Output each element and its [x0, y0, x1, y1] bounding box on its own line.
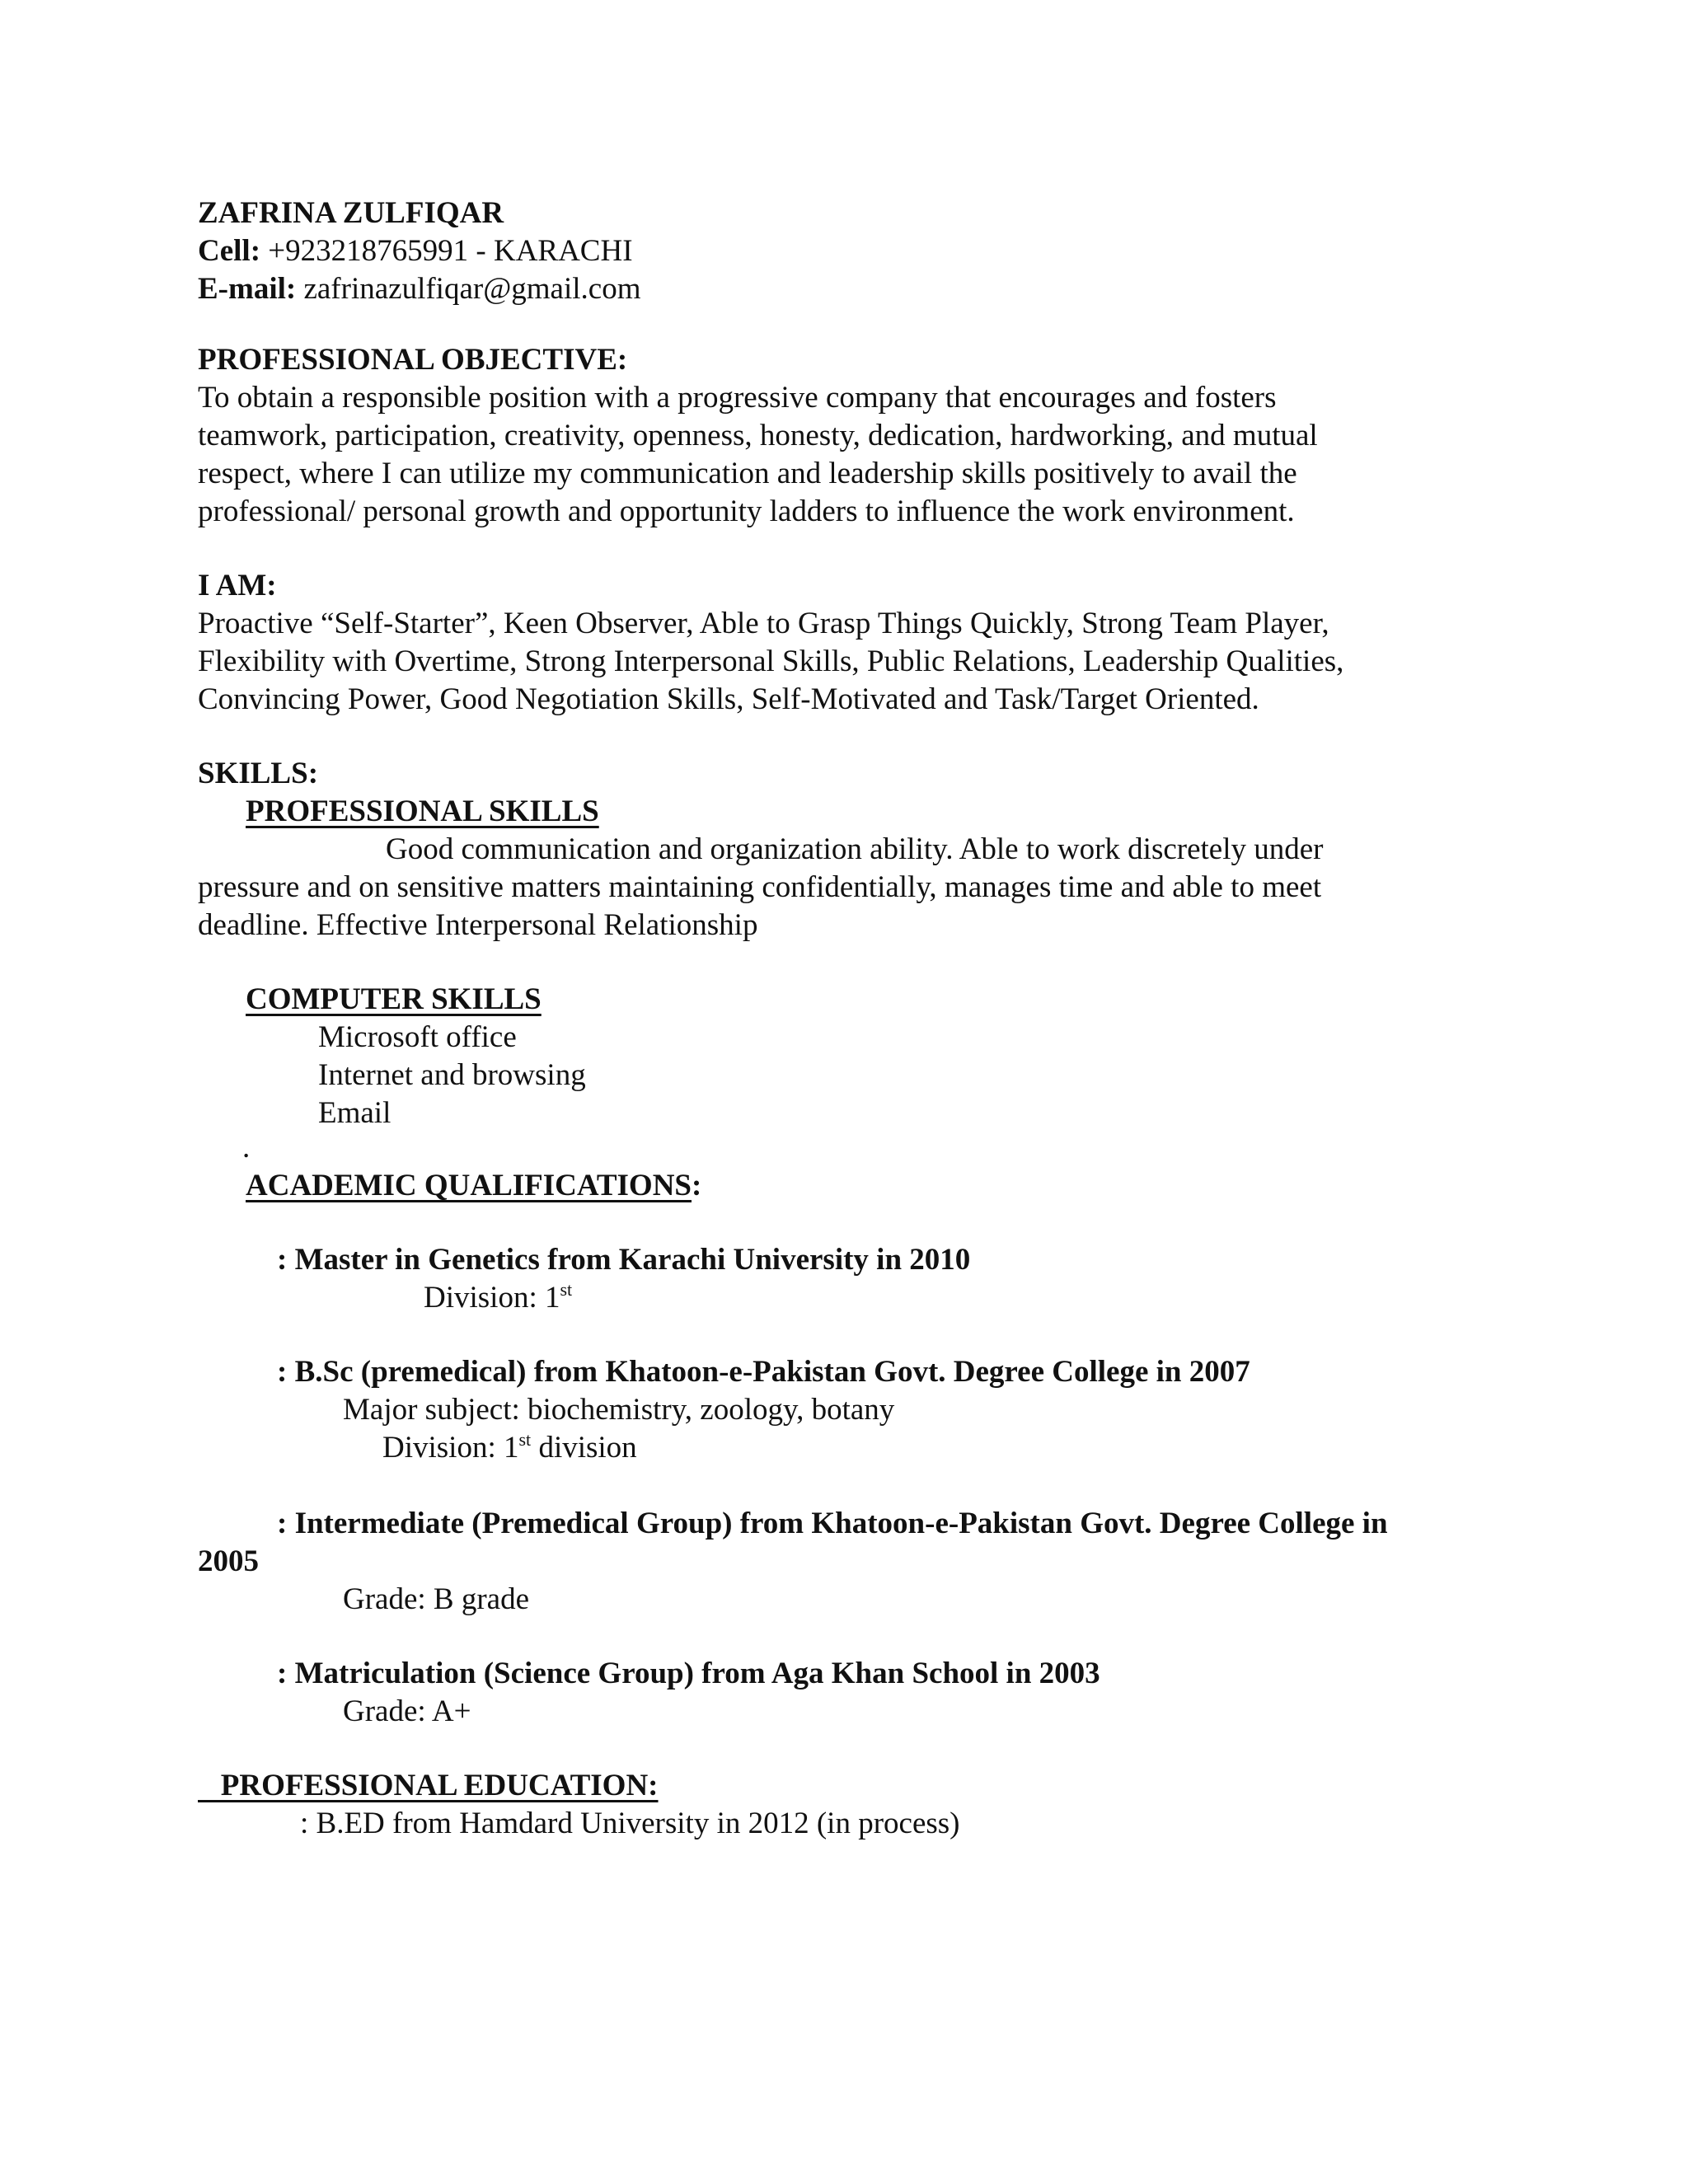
qualification-detail — [424, 1279, 572, 1317]
i-am-heading: I AM: — [198, 569, 277, 602]
computer-skill-item: Email — [318, 1096, 392, 1130]
objective-line: teamwork, participation, creativity, openness, honesty, dedication, hardworking, and mutual — [198, 419, 1318, 452]
qualification-detail: Grade: B grade — [343, 1582, 530, 1616]
professional-skills-line: pressure and on sensitive matters maintaining confidentially, manages time and able to meet — [198, 870, 1322, 904]
email-value: zafrinazulfiqar@gmail.com — [303, 272, 641, 306]
candidate-name: ZAFRINA ZULFIQAR — [198, 196, 504, 230]
computer-skills-heading: COMPUTER SKILLS — [246, 982, 542, 1016]
division-label: Division: 1 — [424, 1281, 560, 1315]
computer-skill-item: Internet and browsing — [318, 1058, 586, 1092]
qualification-detail: Grade: A+ — [343, 1694, 471, 1728]
objective-heading: PROFESSIONAL OBJECTIVE: — [198, 343, 628, 377]
ordinal-suffix: st — [518, 1429, 532, 1450]
qualification-detail — [382, 1429, 637, 1467]
professional-skills-line: Good communication and organization ability. Able to work discretely under — [386, 832, 1324, 866]
qualification-title: : B.Sc (premedical) from Khatoon-e-Pakistan Govt. Degree College in 2007 — [277, 1355, 1250, 1389]
stray-dot: . — [242, 1131, 251, 1165]
i-am-line: Flexibility with Overtime, Strong Interpersonal Skills, Public Relations, Leadership Qualities, — [198, 644, 1344, 678]
academic-heading: ACADEMIC QUALIFICATIONS — [246, 1169, 692, 1202]
professional-education-heading: PROFESSIONAL EDUCATION: — [198, 1769, 659, 1802]
qualification-title: : Matriculation (Science Group) from Aga Khan School in 2003 — [277, 1657, 1100, 1690]
email-line — [198, 270, 640, 308]
ordinal-suffix: st — [560, 1279, 573, 1300]
computer-skill-item: Microsoft office — [318, 1020, 517, 1054]
qualification-detail: Major subject: biochemistry, zoology, botany — [343, 1393, 895, 1427]
cell-value: +923218765991 - KARACHI — [260, 234, 633, 268]
qualification-title-continued: 2005 — [198, 1544, 259, 1578]
division-suffix: division — [531, 1431, 637, 1465]
i-am-line: Proactive “Self-Starter”, Keen Observer, Able to Grasp Things Quickly, Strong Team Player, — [198, 607, 1329, 640]
objective-line: To obtain a responsible position with a progressive company that encourages and fosters — [198, 381, 1277, 415]
qualification-title: : Intermediate (Premedical Group) from Khatoon-e-Pakistan Govt. Degree College in — [277, 1507, 1388, 1540]
division-label: Division: 1 — [382, 1431, 519, 1465]
professional-skills-heading: PROFESSIONAL SKILLS — [246, 794, 599, 828]
objective-line: professional/ personal growth and opportunity ladders to influence the work environment. — [198, 494, 1295, 528]
cell-label: Cell: — [198, 234, 261, 268]
qualification-title: : Master in Genetics from Karachi University in 2010 — [277, 1243, 971, 1277]
academic-heading-line — [246, 1167, 701, 1205]
i-am-line: Convincing Power, Good Negotiation Skills, Self-Motivated and Task/Target Oriented. — [198, 682, 1259, 716]
skills-heading: SKILLS: — [198, 757, 319, 790]
professional-skills-line: deadline. Effective Interpersonal Relationship — [198, 908, 758, 942]
cell-line — [198, 232, 633, 270]
professional-education-item: : B.ED from Hamdard University in 2012 (in process) — [300, 1807, 960, 1840]
academic-heading-colon: : — [692, 1169, 702, 1202]
objective-line: respect, where I can utilize my communication and leadership skills positively to avail the — [198, 457, 1297, 490]
email-label: E-mail: — [198, 272, 297, 306]
